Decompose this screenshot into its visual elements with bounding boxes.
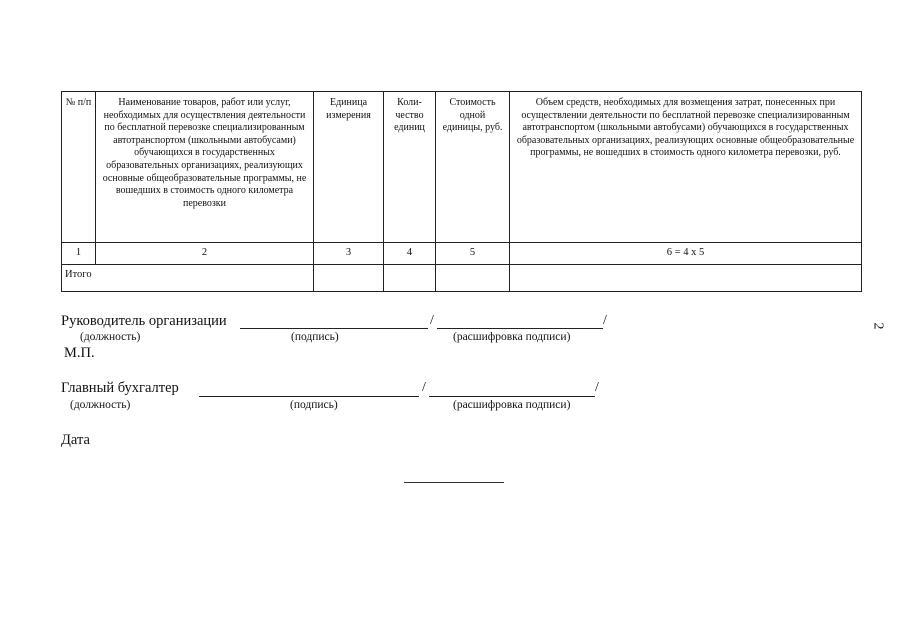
column-number: 3 [314, 243, 384, 265]
column-number: 4 [384, 243, 436, 265]
total-cell [436, 265, 510, 292]
header-cell-name: Наименование товаров, работ или услуг, необходимых для осуществления деятельности по бесплатной перевозке специализированным автотранспортом (школьными автобусами) обучающихся в государственных образовательных организациях, реализующих основные общеобразовательные программы, не вошедших в стоимость одного километра перевозки [96, 92, 314, 243]
column-number: 2 [96, 243, 314, 265]
page-number: 2 [870, 322, 886, 330]
signature-caption: (подпись) [291, 331, 339, 343]
decoding-line [437, 328, 603, 329]
header-cell-unit-cost: Стоимость одной единицы, руб. [436, 92, 510, 243]
column-number-row [62, 243, 862, 265]
stamp-label: М.П. [64, 345, 95, 361]
signature-line [199, 396, 419, 397]
head-title: Руководитель организации [61, 313, 227, 329]
total-cell [314, 265, 384, 292]
decoding-caption: (расшифровка подписи) [453, 399, 571, 411]
position-caption: (должность) [80, 331, 141, 343]
date-label: Дата [61, 432, 90, 448]
header-cell-quantity: Коли-чество единиц [384, 92, 436, 243]
total-cell [384, 265, 436, 292]
slash-separator: / [603, 313, 607, 328]
header-cell-unit: Единица измерения [314, 92, 384, 243]
decoding-caption: (расшифровка подписи) [453, 331, 571, 343]
divider [404, 482, 504, 483]
table-header-row [62, 92, 862, 243]
decoding-line [429, 396, 595, 397]
column-number: 5 [436, 243, 510, 265]
header-cell-total-amount: Объем средств, необходимых для возмещения затрат, понесенных при осуществлении деятельности по бесплатной перевозке специализированным автотранспортом (школьными автобусами) обучающихся в государственных образовательных организациях, реализующих основные общеобразовательные программы, не вошедших в стоимость одного километра перевозки, руб. [510, 92, 862, 243]
column-number: 1 [62, 243, 96, 265]
slash-separator: / [430, 313, 434, 328]
total-label: Итого [62, 265, 314, 292]
signature-caption: (подпись) [290, 399, 338, 411]
slash-separator: / [595, 380, 599, 395]
column-number: 6 = 4 x 5 [510, 243, 862, 265]
total-cell [510, 265, 862, 292]
total-row [62, 265, 862, 292]
slash-separator: / [422, 380, 426, 395]
accountant-title: Главный бухгалтер [61, 380, 179, 396]
cost-table [61, 91, 862, 292]
position-caption: (должность) [70, 399, 131, 411]
signature-line [240, 328, 428, 329]
header-cell-number: № п/п [62, 92, 96, 243]
